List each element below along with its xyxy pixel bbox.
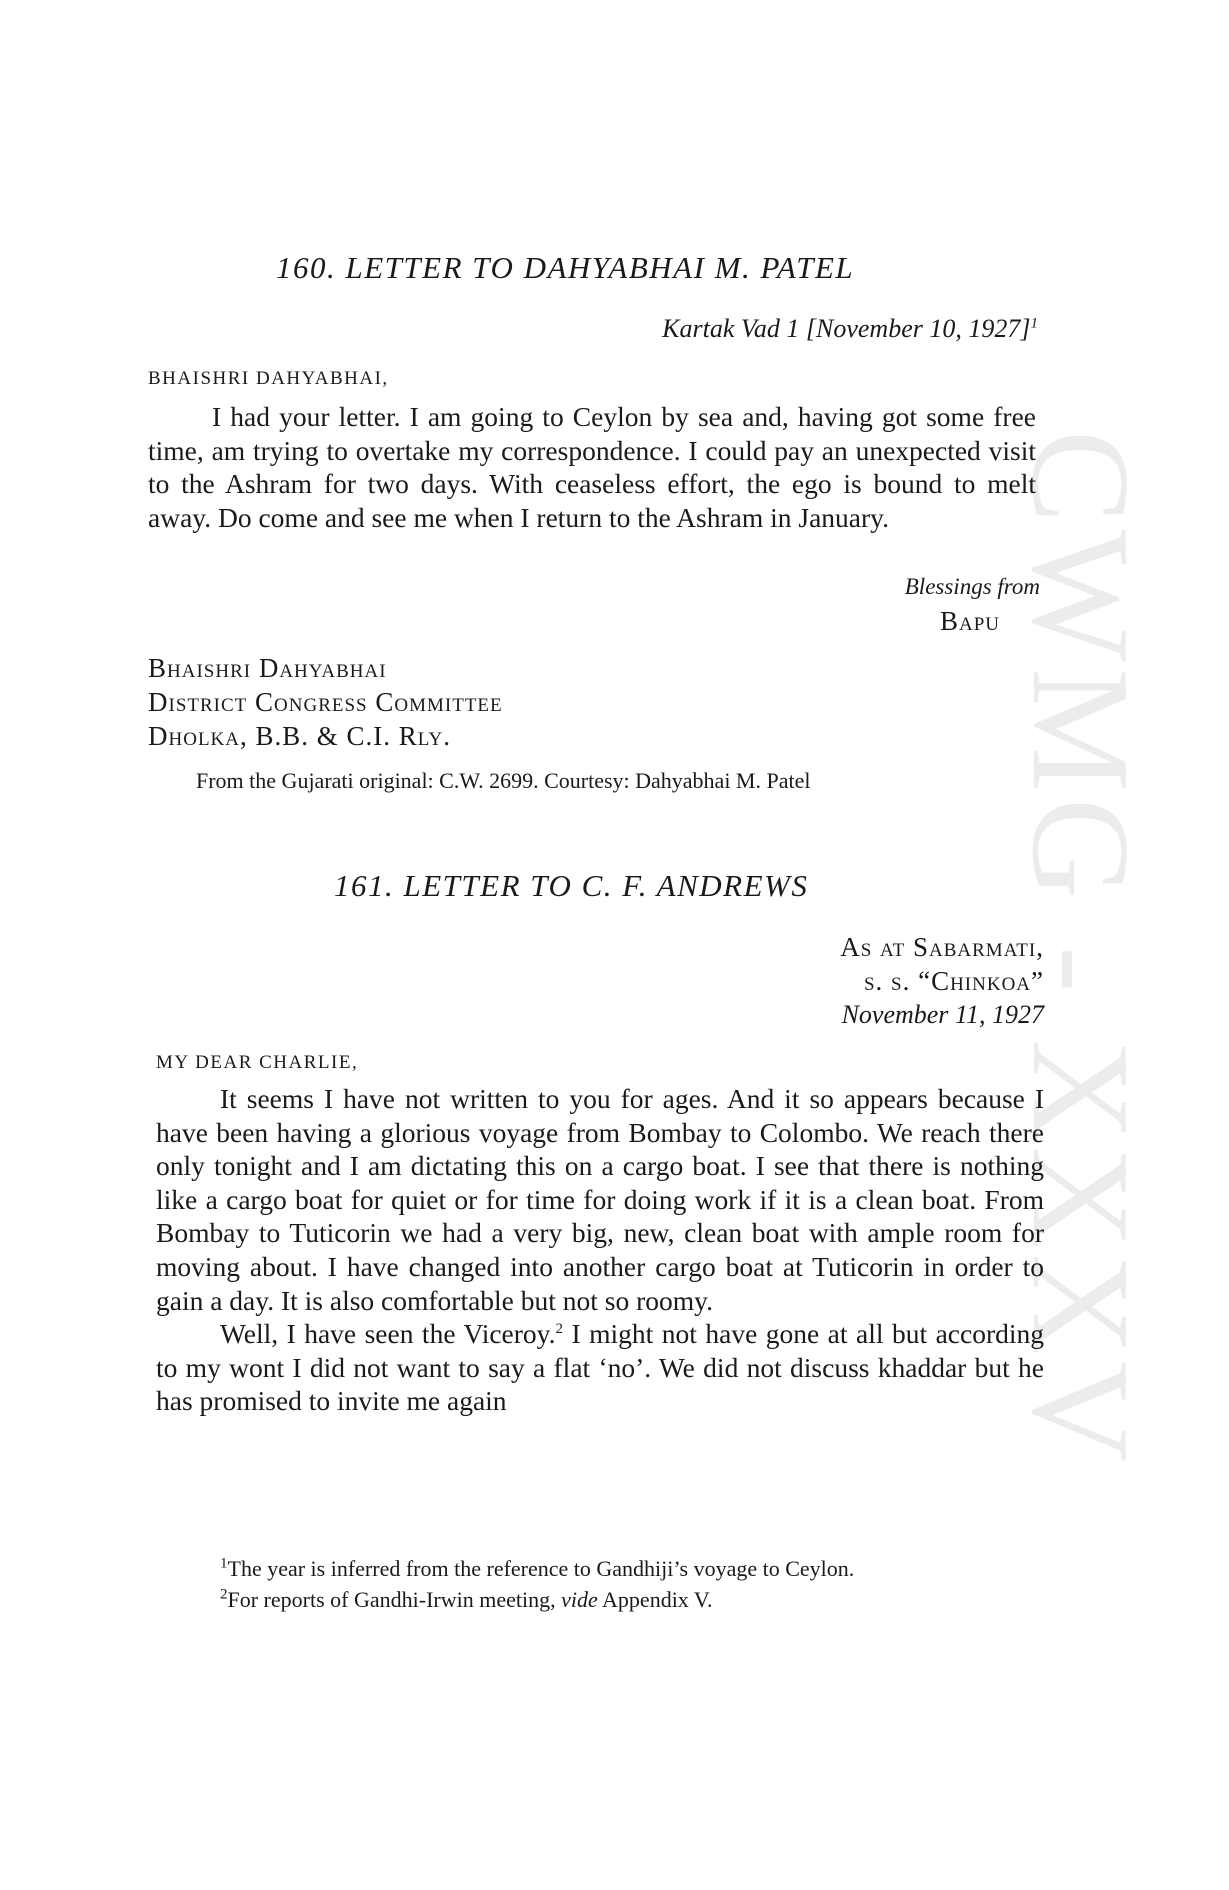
watermark: CWMG - XXXV	[1003, 430, 1158, 1469]
letter-160-signature: Bapu	[939, 606, 1000, 636]
footnote-1	[220, 1556, 854, 1582]
letter-160-address-line: Dholka, B.B. & C.I. Rly.	[148, 721, 451, 751]
letter-161-heading: 161. LETTER TO C. F. ANDREWS	[334, 868, 809, 903]
letter-161-place-line: As at Sabarmati,	[840, 932, 1044, 962]
letter-160-date-text: Kartak Vad 1 [November 10, 1927]	[662, 314, 1031, 343]
letter-161-place-line: s. s. “Chinkoa”	[863, 966, 1044, 996]
letter-161-paragraph: It seems I have not written to you for ages. And it so appears because I have been having a glorious voyage from Bombay to Colombo. We reach there only tonight and I am dictating this on a cargo boat. I see that there is nothing like a cargo boat for quiet or for time for doing work if it is a clean boat. From Bombay to Tuticorin we had a very big, new, clean boat with ample room for moving about. I have changed into another cargo boat at Tuticorin in order to gain a day. It is also comfortable but not so roomy.	[156, 1083, 1044, 1316]
footnote-mark: 1	[220, 1555, 228, 1572]
letter-161-salutation: MY DEAR CHARLIE,	[156, 1052, 359, 1073]
footnote-2	[220, 1587, 712, 1613]
letter-161-paragraph-text: Well, I have seen the Viceroy.	[220, 1318, 556, 1350]
letter-160-body	[148, 400, 1036, 534]
footnote-ref-2: 2	[555, 1321, 564, 1337]
footnote-text: Appendix V.	[597, 1587, 713, 1612]
letter-161-paragraph	[156, 1317, 1044, 1418]
letter-160-heading: 160. LETTER TO DAHYABHAI M. PATEL	[276, 250, 855, 285]
letter-160-paragraph: I had your letter. I am going to Ceylon by sea and, having got some free time, am trying to overtake my correspondence. I could pay an unexpected visit to the Ashram for two days. With ceaseless effort, the ego is bound to melt away. Do come and see me when I return to the Ashram in January.	[148, 401, 1036, 533]
letter-160-address-line: District Congress Committee	[148, 687, 503, 717]
letter-160-address-line: Bhaishri Dahyabhai	[148, 653, 387, 683]
footnote-mark: 2	[220, 1586, 228, 1603]
letter-161-paragraph-text: I might not have gone at all but according to my wont I did not want to say a flat ‘no’. We did not discuss khaddar but he has promised to invite me again	[156, 1318, 1044, 1417]
letter-160-salutation: BHAISHRI DAHYABHAI,	[148, 368, 389, 389]
letter-160-date	[560, 314, 1038, 344]
letter-160-closing: Blessings from	[904, 574, 1040, 599]
letter-161-body	[156, 1082, 1044, 1418]
letter-161-date: November 11, 1927	[841, 1000, 1044, 1029]
footnote-text: For reports of Gandhi-Irwin meeting,	[227, 1587, 562, 1612]
footnote-ref-1: 1	[1030, 315, 1038, 332]
footnote-vide: vide	[561, 1587, 598, 1612]
footnote-text: The year is inferred from the reference to Gandhiji’s voyage to Ceylon.	[227, 1556, 855, 1581]
letter-160-source: From the Gujarati original: C.W. 2699. Courtesy: Dahyabhai M. Patel	[196, 768, 811, 793]
